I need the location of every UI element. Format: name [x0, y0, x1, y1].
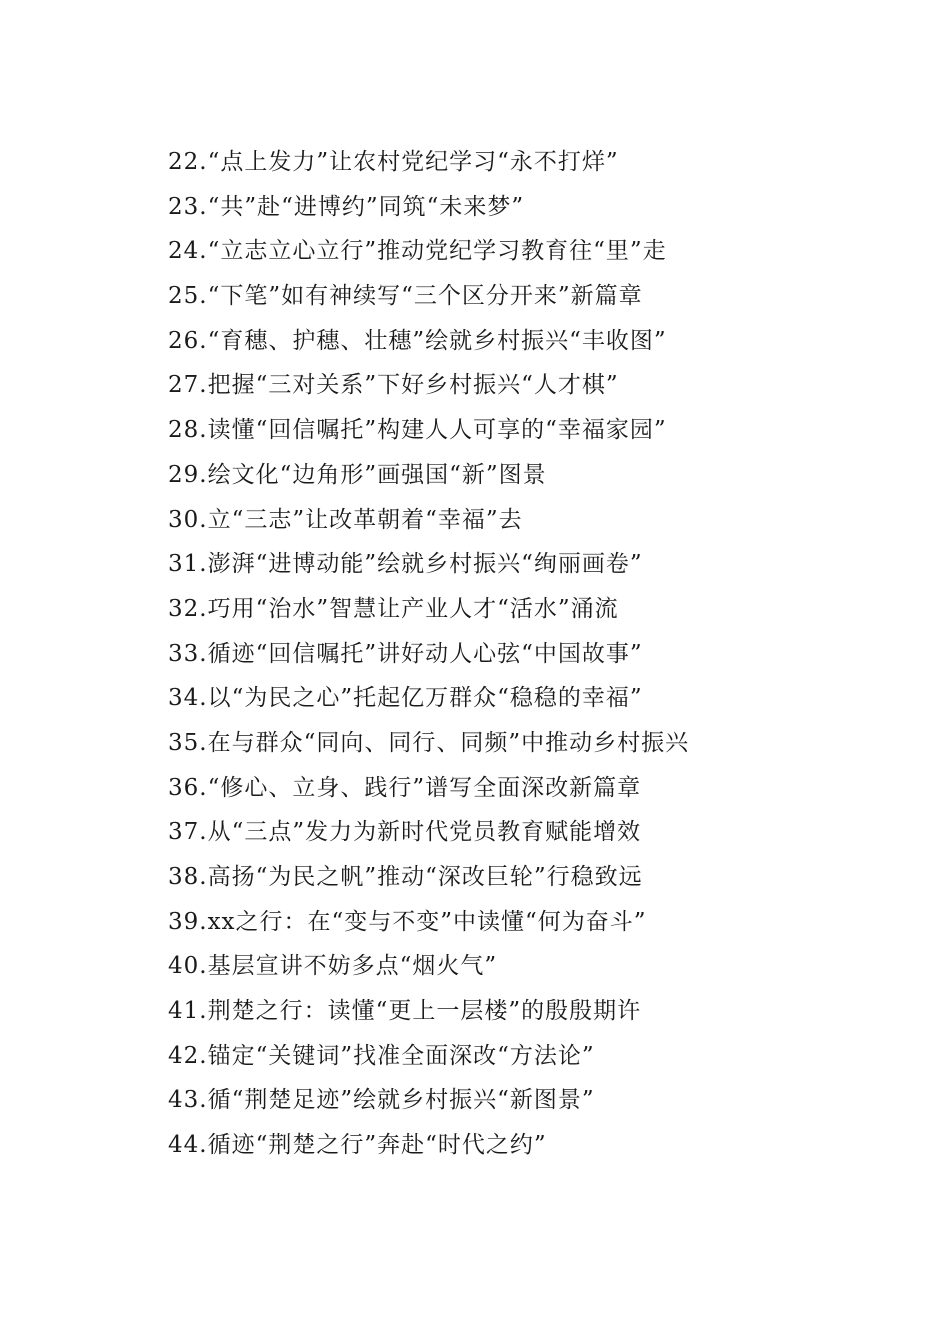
list-item: 38.高扬“为民之帆”推动“深改巨轮”行稳致远 — [168, 864, 643, 890]
list-item: 30.立“三志”让改革朝着“幸福”去 — [168, 506, 523, 533]
list-item: 23.“共”赴“进博约”同筑“未来梦” — [168, 193, 525, 220]
list-item: 33.循迹“回信嘱托”讲好动人心弦“中国故事” — [168, 640, 643, 667]
list-item: 26.“育穗、护穗、壮穗”绘就乡村振兴“丰收图” — [168, 327, 667, 354]
list-item: 27.把握“三对关系”下好乡村振兴“人才棋” — [168, 372, 619, 399]
list-item: 43.循“荆楚足迹”绘就乡村振兴“新图景” — [168, 1087, 595, 1114]
list-item: 28.读懂“回信嘱托”构建人人可享的“幸福家园” — [168, 417, 667, 444]
list-item: 37.从“三点”发力为新时代党员教育赋能增效 — [168, 819, 642, 846]
list-item: 36.“修心、立身、践行”谱写全面深改新篇章 — [168, 774, 642, 801]
list-item: 42.锚定“关键词”找准全面深改“方法论” — [168, 1042, 595, 1069]
list-item: 22.“点上发力”让农村党纪学习“永不打烊” — [168, 149, 619, 175]
list-item: 34.以“为民之心”托起亿万群众“稳稳的幸福” — [168, 685, 643, 712]
list-item: 35.在与群众“同向、同行、同频”中推动乡村振兴 — [168, 729, 690, 756]
list-item: 24.“立志立心立行”推动党纪学习教育往“里”走 — [168, 238, 667, 265]
list-item: 29.绘文化“边角形”画强国“新”图景 — [168, 461, 547, 488]
list-item: 40.基层宣讲不妨多点“烟火气” — [168, 953, 498, 980]
list-item: 39.xx之行：在“变与不变”中读懂“何为奋斗” — [168, 908, 647, 935]
list-item: 25.“下笔”如有神续写“三个区分开来”新篇章 — [168, 283, 643, 310]
list-item: 32.巧用“治水”智慧让产业人才“活水”涌流 — [168, 595, 619, 622]
list-item: 41.荆楚之行：读懂“更上一层楼”的殷殷期许 — [168, 998, 642, 1025]
list-item: 44.循迹“荆楚之行”奔赴“时代之约” — [168, 1132, 547, 1159]
list-item: 31.澎湃“进博动能”绘就乡村振兴“绚丽画卷” — [168, 551, 643, 578]
title-list — [168, 140, 768, 1168]
